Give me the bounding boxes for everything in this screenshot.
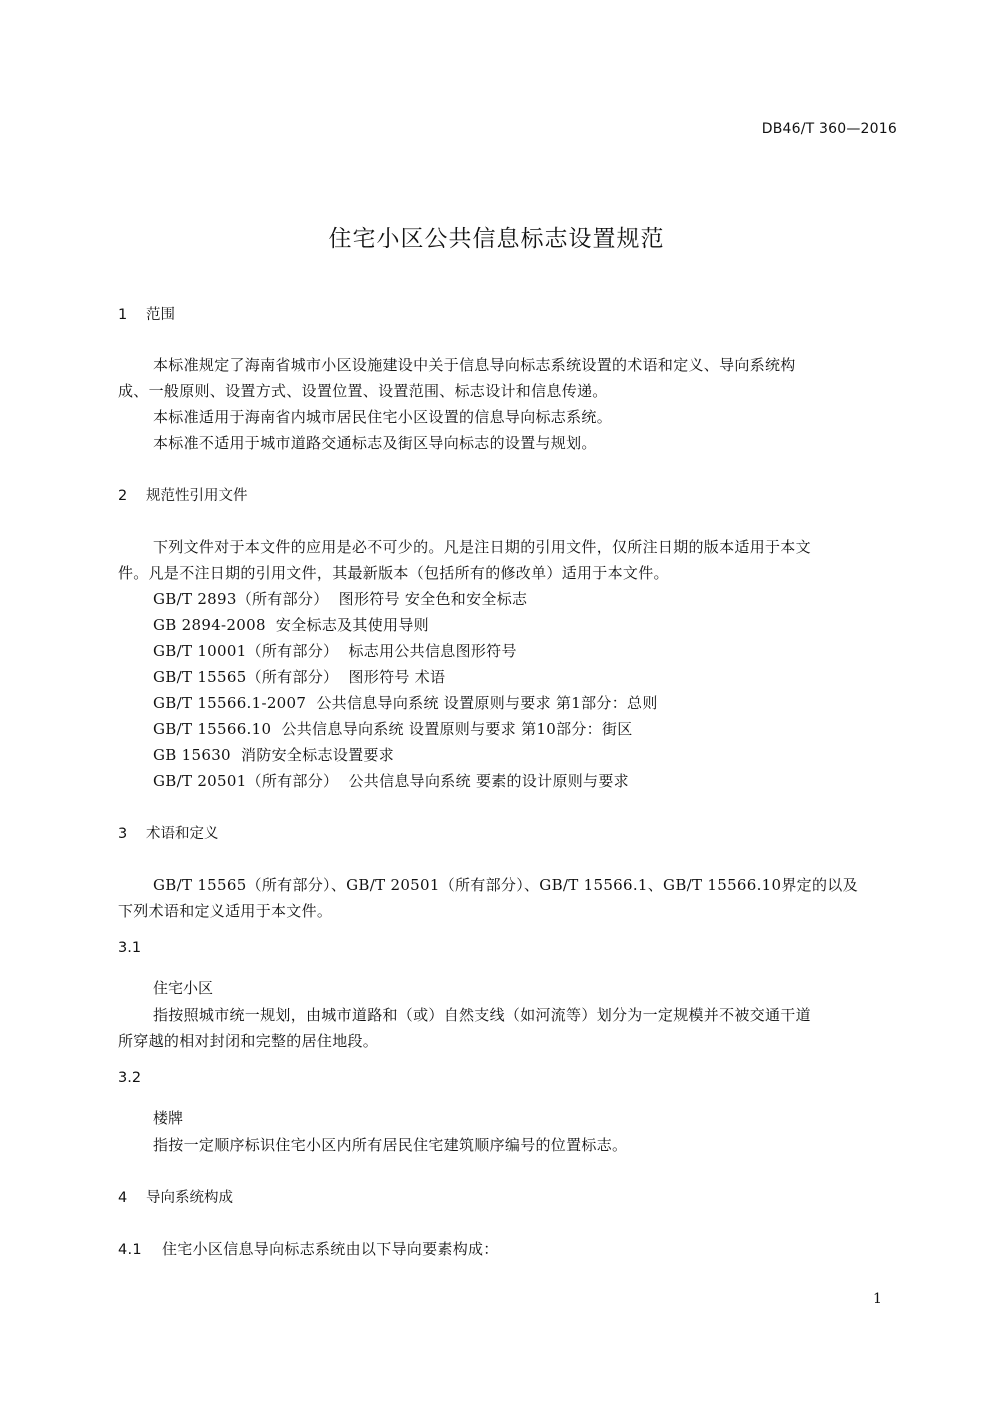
section-number: 1 bbox=[118, 307, 128, 323]
reference-item: GB/T 2893（所有部分） 图形符号 安全色和安全标志 bbox=[153, 590, 528, 608]
clause-number: 4.1 bbox=[118, 1242, 142, 1258]
section-number: 3 bbox=[118, 826, 128, 842]
section-1-heading bbox=[118, 303, 175, 324]
section-4-heading bbox=[118, 1186, 233, 1207]
paragraph-line: 件。凡是不注日期的引用文件，其最新版本（包括所有的修改单）适用于本文件。 bbox=[118, 564, 669, 582]
page-number: 1 bbox=[873, 1291, 882, 1307]
paragraph-line: 下列文件对于本文件的应用是必不可少的。凡是注日期的引用文件，仅所注日期的版本适用于本文 bbox=[153, 538, 811, 556]
reference-item: GB 2894-2008 安全标志及其使用导则 bbox=[153, 616, 429, 634]
paragraph-line: 下列术语和定义适用于本文件。 bbox=[118, 902, 333, 920]
paragraph-line: 成、一般原则、设置方式、设置位置、设置范围、标志设计和信息传递。 bbox=[118, 382, 608, 400]
section-number: 4 bbox=[118, 1190, 128, 1206]
reference-item: GB 15630 消防安全标志设置要求 bbox=[153, 746, 395, 764]
reference-item: GB/T 15566.1-2007 公共信息导向系统 设置原则与要求 第1部分：总则 bbox=[153, 694, 658, 712]
section-2-heading bbox=[118, 484, 248, 505]
term-name: 住宅小区 bbox=[153, 979, 214, 997]
section-title: 范围 bbox=[146, 307, 175, 323]
section-number: 2 bbox=[118, 488, 128, 504]
reference-item: GB/T 10001（所有部分） 标志用公共信息图形符号 bbox=[153, 642, 517, 660]
clause-text: 住宅小区信息导向标志系统由以下导向要素构成： bbox=[162, 1240, 499, 1258]
section-title: 导向系统构成 bbox=[146, 1190, 233, 1206]
paragraph-line: 本标准规定了海南省城市小区设施建设中关于信息导向标志系统设置的术语和定义、导向系统构 bbox=[153, 356, 796, 374]
section-3-heading bbox=[118, 822, 219, 843]
paragraph-line: 本标准不适用于城市道路交通标志及街区导向标志的设置与规划。 bbox=[153, 434, 597, 452]
term-definition: 指按一定顺序标识住宅小区内所有居民住宅建筑顺序编号的位置标志。 bbox=[153, 1136, 628, 1154]
clause-4-1 bbox=[118, 1238, 499, 1259]
term-name: 楼牌 bbox=[153, 1109, 184, 1127]
clause-number: 3.2 bbox=[118, 1070, 142, 1086]
term-definition: 指按照城市统一规划，由城市道路和（或）自然支线（如河流等）划分为一定规模并不被交通干道 bbox=[153, 1006, 811, 1024]
paragraph-line: GB/T 15565（所有部分）、GB/T 20501（所有部分）、GB/T 15566.1、GB/T 15566.10界定的以及 bbox=[153, 876, 858, 894]
section-title: 规范性引用文件 bbox=[146, 488, 248, 504]
paragraph-line: 本标准适用于海南省内城市居民住宅小区设置的信息导向标志系统。 bbox=[153, 408, 613, 426]
document-title: 住宅小区公共信息标志设置规范 bbox=[328, 226, 665, 252]
reference-item: GB/T 20501（所有部分） 公共信息导向系统 要素的设计原则与要求 bbox=[153, 772, 629, 790]
clause-number: 3.1 bbox=[118, 940, 142, 956]
section-title: 术语和定义 bbox=[146, 826, 219, 842]
term-definition: 所穿越的相对封闭和完整的居住地段。 bbox=[118, 1032, 379, 1050]
document-code: DB46/T 360—2016 bbox=[761, 121, 897, 137]
reference-item: GB/T 15565（所有部分） 图形符号 术语 bbox=[153, 668, 446, 686]
reference-item: GB/T 15566.10 公共信息导向系统 设置原则与要求 第10部分：街区 bbox=[153, 720, 633, 738]
